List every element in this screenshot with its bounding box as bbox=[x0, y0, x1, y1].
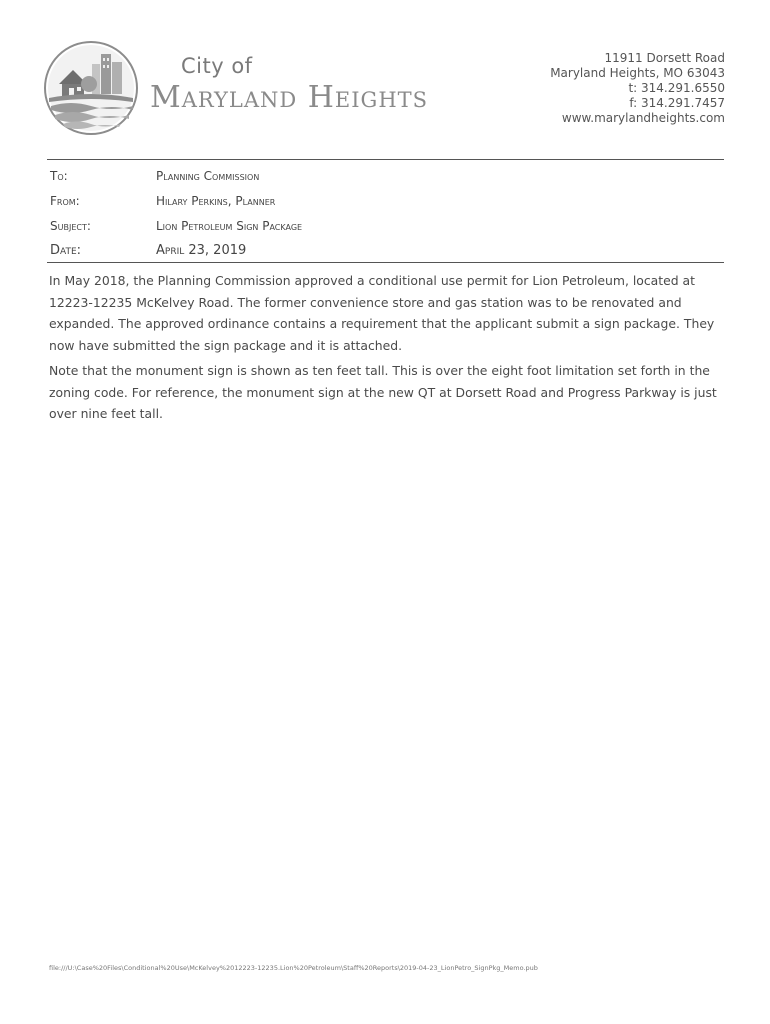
address-city-state: Maryland Heights, MO 63043 bbox=[550, 66, 725, 80]
memo-date-value: April 23, 2019 bbox=[156, 243, 247, 258]
city-seal-logo bbox=[43, 40, 139, 136]
address-website[interactable]: www.marylandheights.com bbox=[561, 111, 725, 125]
memo-to-label: To: bbox=[50, 169, 68, 183]
memo-paragraph-1: In May 2018, the Planning Commission approved a conditional use permit for Lion Petroleum, located at 12223-12235 McKelvey Road. The former convenience store and gas station was to be renovated and expanded. The approved ordinance contains a requirement that the applicant submit a sign package. They now have submitted the sign package and it is attached. bbox=[49, 273, 715, 353]
memo-header-divider bbox=[47, 262, 724, 263]
memo-from-value: Hilary Perkins, Planner bbox=[156, 194, 276, 208]
memo-paragraph-2: Note that the monument sign is shown as ten feet tall. This is over the eight foot limitation set forth in the zoning code. For reference, the monument sign at the new QT at Dorsett Road and Progress Parkway is just over nine feet tall. bbox=[49, 363, 717, 421]
memo-from-label: From: bbox=[50, 194, 80, 208]
address-street: 11911 Dorsett Road bbox=[604, 51, 725, 65]
memo-subject-value: Lion Petroleum Sign Package bbox=[156, 219, 303, 233]
memo-subject-label: Subject: bbox=[50, 219, 91, 233]
footer-file-path: file:///U:\Case%20Files\Conditional%20Use\McKelvey%2012223-12235.Lion%20Petroleum\Staff%20Reports\2019-04-23_LionPetro_SignPkg_Memo.pub bbox=[49, 964, 538, 972]
letterhead-address-block bbox=[465, 51, 725, 126]
address-phone: t: 314.291.6550 bbox=[628, 81, 725, 95]
memo-date-label: Date: bbox=[50, 243, 82, 258]
letterhead-city-of: City of bbox=[181, 54, 253, 78]
memo-to-value: Planning Commission bbox=[156, 169, 260, 183]
address-fax: f: 314.291.7457 bbox=[629, 96, 725, 110]
memo-body bbox=[49, 270, 729, 429]
header-divider bbox=[47, 159, 724, 160]
letterhead-city-name: Maryland Heights bbox=[150, 80, 429, 115]
